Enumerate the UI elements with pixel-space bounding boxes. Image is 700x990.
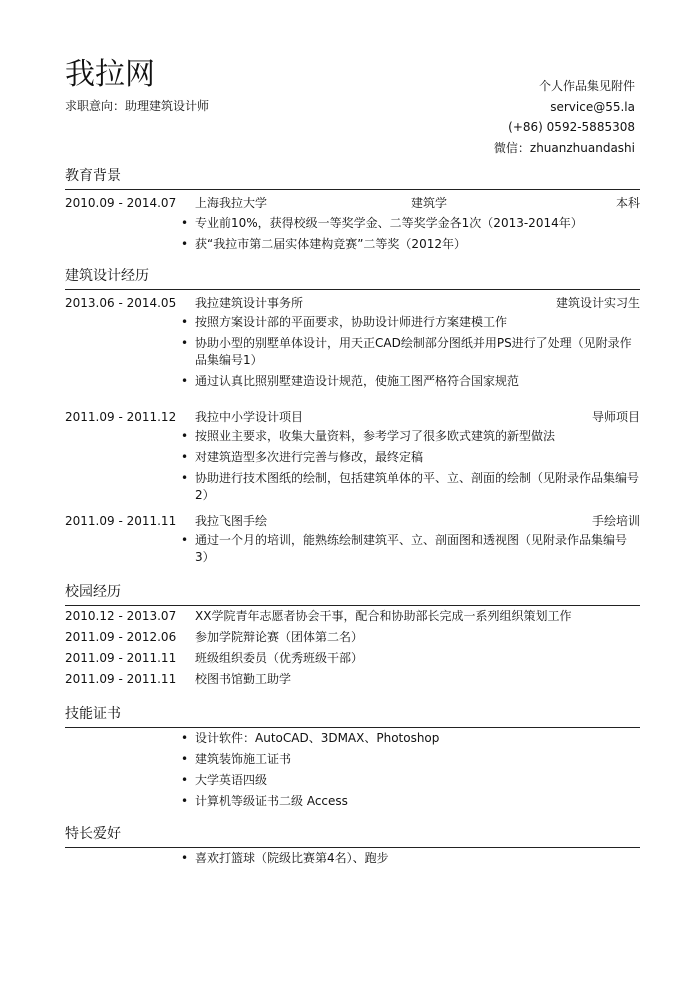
school-name: 上海我拉大学 [195, 196, 268, 210]
experience-date: 2011.09 - 2011.12 [65, 410, 177, 424]
wechat: 微信：zhuanzhuandashi [493, 140, 635, 155]
phone: (+86) 0592-5885308 [508, 120, 635, 134]
list-item: • 对建筑造型多次进行完善与修改，最终定稿 [178, 449, 640, 466]
experience-org: 我拉飞图手绘 [195, 514, 268, 528]
experience-section [65, 266, 640, 564]
list-item: • 协助小型的别墅单体设计，用天正CAD绘制部分图纸并用PS进行了处理（见附录作品集编号1） [178, 335, 640, 369]
section-title: 技能证书 [65, 704, 640, 728]
campus-date: 2011.09 - 2012.06 [65, 630, 177, 644]
section-title: 校园经历 [65, 582, 640, 606]
list-item: • 按照业主要求，收集大量资料，参考学习了很多欧式建筑的新型做法 [178, 428, 640, 445]
list-item: • 设计软件：AutoCAD、3DMAX、Photoshop [178, 730, 640, 747]
campus-date: 2010.12 - 2013.07 [65, 609, 177, 623]
campus-text: 参加学院辩论赛（团体第二名） [195, 630, 364, 644]
experience-bullets [178, 428, 640, 508]
section-title: 教育背景 [65, 166, 640, 190]
education-section [65, 166, 640, 251]
experience-role: 建筑设计实习生 [555, 296, 640, 310]
major: 建筑学 [411, 196, 448, 210]
list-item: • 按照方案设计部的平面要求，协助设计师进行方案建模工作 [178, 314, 640, 331]
campus-date: 2011.09 - 2011.11 [65, 651, 177, 665]
list-item: • 通过认真比照别墅建造设计规范，使施工图严格符合国家规范 [178, 373, 640, 390]
section-title: 特长爱好 [65, 824, 640, 848]
list-item: • 获“我拉市第二届实体建构竞赛”二等奖（2012年） [178, 236, 640, 253]
hobbies-section [65, 824, 640, 865]
list-item: • 喜欢打篮球（院级比赛第4名）、跑步 [178, 850, 640, 867]
list-item: • 计算机等级证书二级 Access [178, 793, 640, 810]
portfolio-note: 个人作品集见附件 [538, 79, 635, 93]
campus-text: 班级组织委员（优秀班级干部） [195, 651, 364, 665]
skills-section [65, 704, 640, 808]
experience-date: 2013.06 - 2014.05 [65, 296, 177, 310]
list-item: • 通过一个月的培训，能熟练绘制建筑平、立、剖面图和透视图（见附录作品集编号3） [178, 532, 640, 566]
experience-role: 手绘培训 [591, 514, 640, 528]
campus-row [65, 627, 640, 647]
contact-block [494, 76, 635, 158]
candidate-name: 我拉网 [65, 57, 155, 92]
campus-text: XX学院青年志愿者协会干事，配合和协助部长完成一系列组织策划工作 [195, 609, 572, 623]
experience-org: 我拉中小学设计项目 [195, 410, 304, 424]
campus-row [65, 669, 640, 689]
list-item: • 专业前10%，获得校级一等奖学金、二等奖学金各1次（2013-2014年） [178, 215, 640, 232]
experience-bullets [178, 314, 640, 394]
section-title: 建筑设计经历 [65, 266, 640, 290]
experience-org: 我拉建筑设计事务所 [195, 296, 304, 310]
experience-role: 导师项目 [591, 410, 640, 424]
email: service@55.la [550, 99, 635, 114]
hobbies-bullets [178, 850, 640, 871]
list-item: • 大学英语四级 [178, 772, 640, 789]
campus-section [65, 582, 640, 686]
experience-bullets [178, 532, 640, 570]
list-item: • 建筑装饰施工证书 [178, 751, 640, 768]
list-item: • 协助进行技术图纸的绘制，包括建筑单体的平、立、剖面的绘制（见附录作品集编号2） [178, 470, 640, 504]
campus-row [65, 648, 640, 668]
experience-date: 2011.09 - 2011.11 [65, 514, 177, 528]
degree: 本科 [615, 196, 640, 210]
job-objective: 求职意向：助理建筑设计师 [65, 99, 210, 113]
campus-text: 校图书馆勤工助学 [195, 672, 292, 686]
campus-date: 2011.09 - 2011.11 [65, 672, 177, 686]
campus-row [65, 606, 640, 626]
education-date: 2010.09 - 2014.07 [65, 196, 177, 210]
skills-bullets [178, 730, 640, 814]
education-bullets [178, 215, 640, 257]
